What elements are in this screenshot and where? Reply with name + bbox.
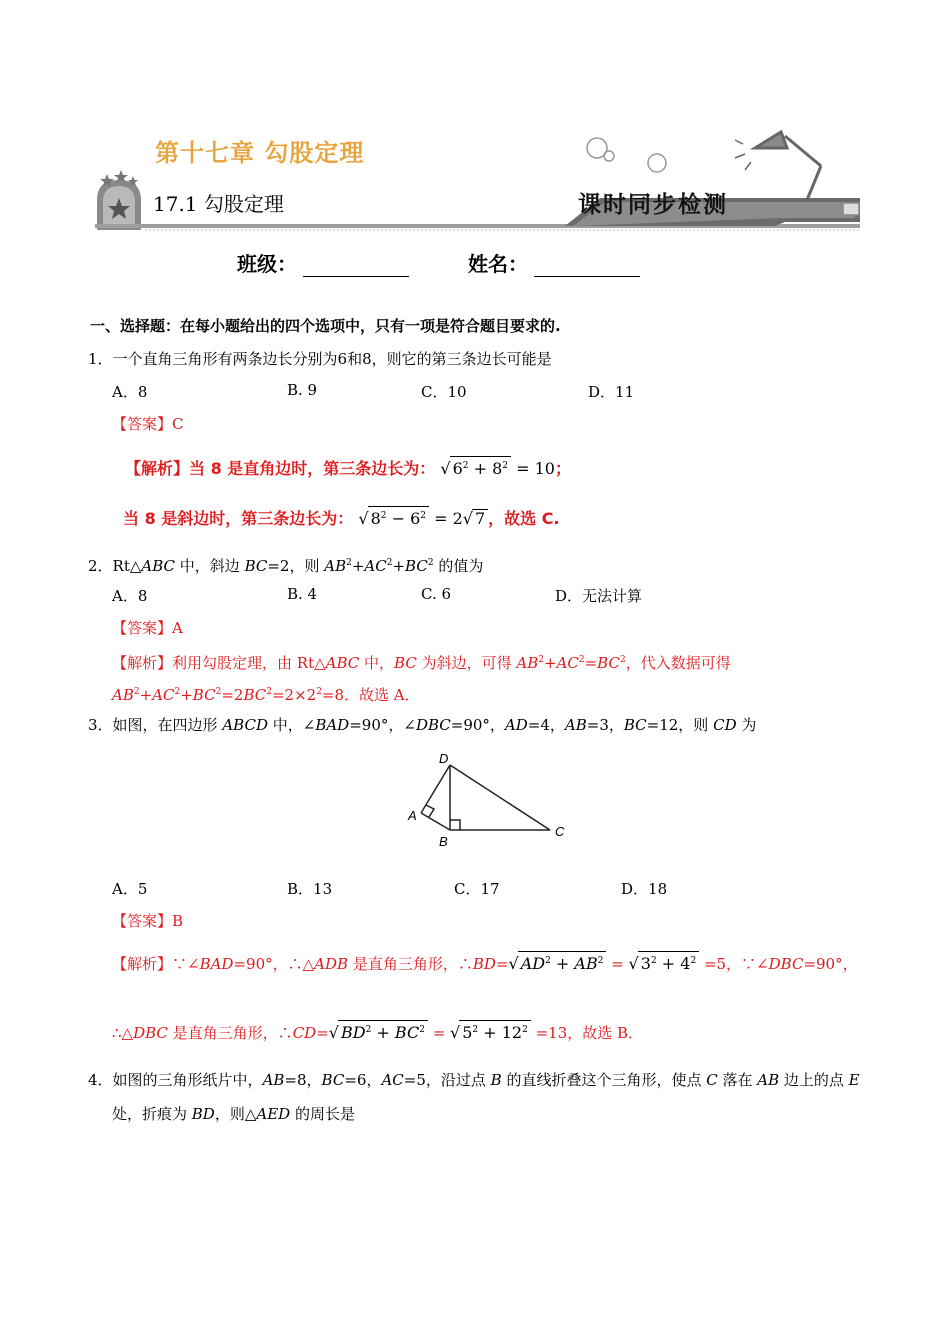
star-badge-icon (97, 170, 141, 230)
q1-option-c: C．10 (421, 383, 467, 401)
q3-number: 3． (88, 716, 113, 734)
q1-stem: 一个直角三角形有两条边长分别为6和8，则它的第三条边长可能是 (112, 350, 552, 368)
q1-formula-2: √ $8^2 - 6^2 = 2√$ 7 (358, 509, 488, 528)
name-field (468, 248, 640, 277)
q3-option-c: C．17 (454, 880, 500, 898)
chapter-title: 第十七章 勾股定理 (155, 139, 365, 167)
class-field (237, 248, 409, 277)
q4-number: 4． (88, 1071, 113, 1089)
q2-analysis-cont: $AB^2+AC^2+BC^2=2BC^2=2\times 2^2=8$．故选 A． (112, 686, 420, 704)
q2-option-d: D．无法计算 (555, 587, 643, 605)
quadrilateral-figure (405, 748, 575, 852)
q1-option-a: A．8 (112, 383, 148, 401)
q3-analysis-2: ∴△DBC 是直角三角形，∴CD=√ $BD^2 + BC^2$ = √ $5^2 + 12^2 =13$，故选 B． (112, 1020, 643, 1046)
banner-right-text: 课时同步检测 (578, 191, 728, 218)
q2-analysis: 【解析】利用勾股定理，由 Rt△ABC 中，BC 为斜边，可得 $AB^2+AC^2=BC^2$，代入数据可得 (112, 654, 731, 672)
q2-option-b: B. 4 (287, 585, 318, 603)
label-a: A (408, 808, 417, 823)
q3-option-a: A．5 (112, 880, 148, 898)
question-3: 3．如图，在四边形 ABCD 中，∠BAD=90°，∠DBC=90°，AD=4，AB=3，BC=12，则 CD 为 (88, 716, 757, 734)
name-label: 姓名： (468, 252, 528, 276)
label-c: C (555, 824, 565, 839)
q1-analysis-1: 【解析】当 8 是直角边时，第三条边长为： √ $6^2 + 8^2 = 10$； (125, 456, 571, 479)
q1-number: 1． (88, 350, 113, 368)
q1-option-d: D．11 (588, 383, 635, 401)
q1-formula-1: √ $6^2 + 8^2 = 10$ (440, 459, 555, 478)
question-2: 2．Rt△ABC 中，斜边 BC=2，则 $AB^2+AC^2+BC^2$ 的值为 (88, 557, 484, 575)
q1-answer: 【答案】C (112, 415, 184, 433)
q2-answer: 【答案】A (112, 619, 183, 637)
q2-number: 2． (88, 557, 113, 575)
q2-option-c: C. 6 (421, 585, 452, 603)
class-label: 班级： (237, 252, 297, 276)
question-1 (88, 348, 552, 370)
q1-option-b: B. 9 (287, 381, 318, 399)
q3-option-b: B．13 (287, 880, 333, 898)
label-d: D (439, 751, 449, 766)
q3-analysis-1: 【解析】∵∠BAD=90°，∴△ADB 是直角三角形，∴BD=√ $AD^2 + AB^2$ = √ $3^2 + 4^2 =5$，∵∠DBC=90°， (112, 951, 858, 977)
q1-analysis-2: 当 8 是斜边时，第三条边长为： √ $8^2 - 6^2 = 2√$ 7 ，故选 C. (123, 506, 560, 529)
q3-answer: 【答案】B (112, 912, 184, 930)
question-4-cont: 处，折痕为 BD，则△AED 的周长是 (112, 1105, 355, 1123)
label-b: B (439, 834, 448, 849)
class-blank[interactable] (303, 254, 409, 277)
section-title: 17.1 勾股定理 (153, 192, 284, 216)
section-heading: 一、选择题：在每小题给出的四个选项中，只有一项是符合题目要求的. (90, 317, 561, 335)
q2-option-a: A．8 (112, 587, 148, 605)
name-blank[interactable] (534, 254, 640, 277)
question-4: 4．如图的三角形纸片中，AB=8，BC=6，AC=5，沿过点 B 的直线折叠这个三角形，使点 C 落在 AB 边上的点 E (88, 1071, 860, 1089)
q3-option-d: D．18 (621, 880, 668, 898)
